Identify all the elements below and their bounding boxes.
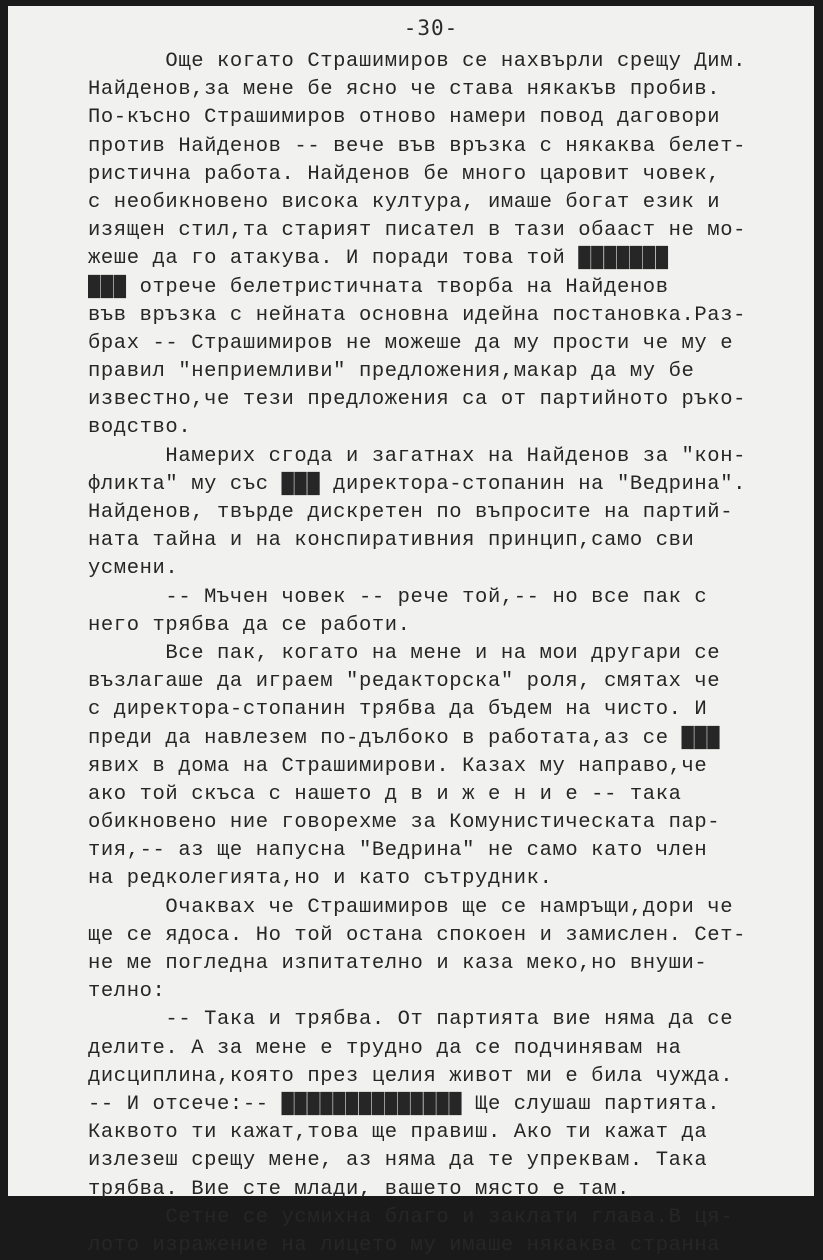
text-line: Намерих сгода и загатнах на Найденов за "кон- (88, 444, 747, 468)
text-line: дисциплина,която през целия живот ми е била чужда. (88, 1064, 734, 1088)
text-line: Найденов, твърде дискретен по въпросите на партий- (88, 501, 734, 524)
text-line: изящен стил,та старият писател в тази обааст не мо- (88, 219, 747, 243)
text-line: него трябва да се работи. (88, 613, 411, 637)
text-line: обикновено ние говорехме за Комунистическата пар- (88, 811, 721, 835)
text-line: усмени. (88, 557, 179, 581)
text-line: против Найденов -- вече във връзка с някаква белет- (88, 134, 747, 158)
text-line: жеше да го атакува. И поради това той ███████ (88, 247, 669, 271)
text-line: водство. (88, 416, 192, 440)
text-line: ако той скъса с нашето д в и ж е н и е -- така (88, 782, 682, 806)
text-line: възлагаше да играем "редакторска" роля, смятах че (88, 670, 721, 694)
text-line: с необикновено висока култура, имаше богат език и (88, 190, 721, 214)
page-number: -30- (403, 16, 459, 40)
text-line: не ме погледна изпитателно и каза меко,но внуши- (88, 952, 708, 975)
text-line: на редколегията,но и като сътрудник. (88, 867, 553, 891)
text-line: Сетне се усмихна благо и заклати глава.В ця- (88, 1205, 734, 1229)
text-line: във връзка с нейната основна идейна постановка.Раз- (88, 303, 747, 327)
text-line: брах -- Страшимиров не можеше да му прости че му е (88, 331, 734, 355)
text-line: с директора-стопанин трябва да бъдем на чисто. И (88, 698, 708, 722)
text-line: ще се ядоса. Но той остана спокоен и замислен. Сет- (88, 923, 747, 947)
text-line: трябва. Вие сте млади, вашето място е там. (88, 1177, 630, 1201)
text-line: правил "неприемливи" предложения,макар да му бе (88, 360, 695, 384)
text-line: телно: (88, 980, 166, 1004)
text-line: ната тайна и на конспиративния принцип,само сви (88, 529, 695, 553)
text-line: Каквото ти кажат,това ще правиш. Ако ти кажат да (88, 1121, 708, 1145)
text-line: преди да навлезем по-дълбоко в работата,аз се ███ (88, 726, 721, 750)
document-page (8, 6, 814, 1257)
text-line: излезеш срещу мене, аз няма да те упреквам. Така (88, 1149, 708, 1173)
text-line: -- И отсече:-- ██████████████ Ще слушаш партията. (88, 1092, 721, 1116)
text-line: ███ отрече белетристичната творба на Найденов (88, 275, 669, 299)
text-line: -- Мъчен човек -- рече той,-- но все пак с (88, 585, 708, 609)
text-line: тия,-- аз ще напусна "Ведрина" не само като член (88, 839, 708, 863)
text-line: По-късно Страшимиров отново намери повод даговори (88, 106, 721, 130)
text-line: делите. А за мене е трудно да се подчинявам на (88, 1036, 682, 1060)
text-line: Найденов,за мене бе ясно че става някакъв пробив. (88, 78, 721, 102)
text-line: -- Така и трябва. От партията вие няма да се (88, 1008, 734, 1032)
text-line: лото изражение на лицето му имаше някаква странна (88, 1233, 721, 1257)
text-line: Все пак, когато на мене и на мои другари се (88, 641, 721, 665)
text-line: ристична работа. Найденов бе много царовит човек, (88, 162, 721, 186)
text-line: явих в дома на Страшимирови. Казах му направо,че (88, 754, 708, 778)
text-line: Очаквах че Страшимиров ще се намръщи,дори че (88, 895, 734, 919)
text-line: Още когато Страшимиров се нахвърли срещу Дим. (88, 50, 747, 73)
text-line: известно,че тези предложения са от партийното ръко- (88, 388, 747, 412)
typewritten-text (88, 48, 808, 1260)
text-line: фликта" му със ███ директора-стопанин на "Ведрина". (88, 472, 747, 496)
